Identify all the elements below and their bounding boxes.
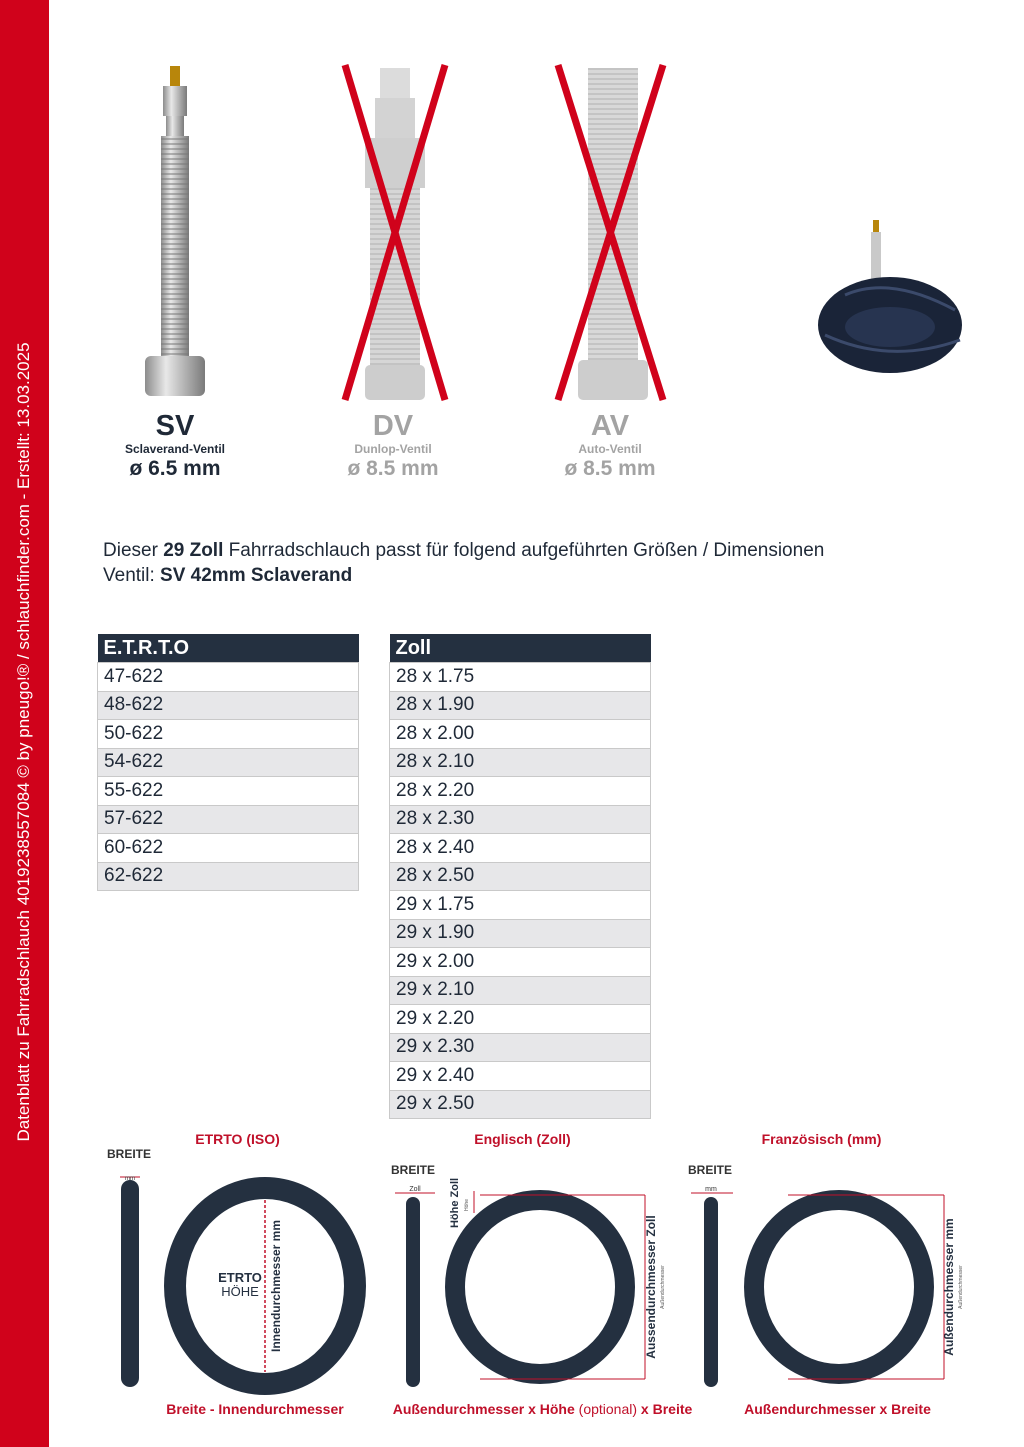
- valve-code: SV: [155, 410, 195, 442]
- table-row: [390, 720, 651, 749]
- valve-name: Sclaverand-Ventil: [124, 442, 226, 456]
- table-row: [390, 976, 651, 1005]
- etrto-center-bold: ETRTO: [218, 1270, 262, 1285]
- table-row: [390, 805, 651, 834]
- table-row: [390, 891, 651, 920]
- french-diameter-label: Außendurchmesser mm: [942, 1218, 956, 1356]
- etrto-diagram: [95, 1160, 385, 1395]
- english-diagram-title: Englisch (Zoll): [474, 1131, 571, 1147]
- valve-sv-label: [85, 410, 265, 482]
- table-row: [390, 691, 651, 720]
- table-row: [390, 748, 651, 777]
- etrto-diagram-caption: Breite - Innendurchmesser: [166, 1401, 344, 1417]
- table-row: [98, 663, 359, 692]
- french-width-unit: mm: [705, 1186, 717, 1193]
- english-diagram-caption: Außendurchmesser x Höhe (optional) x Breite: [392, 1401, 693, 1417]
- zoll-cell: 28 x 1.90: [390, 691, 651, 720]
- french-diagram: [688, 1165, 978, 1395]
- table-row: [390, 834, 651, 863]
- valve-diameter: ø 6.5 mm: [129, 457, 221, 480]
- av-valve-image: [553, 60, 673, 405]
- zoll-cell: 29 x 2.20: [390, 1005, 651, 1034]
- etrto-table-header: E.T.R.T.O: [98, 634, 359, 663]
- table-row: [390, 948, 651, 977]
- zoll-cell: 29 x 2.00: [390, 948, 651, 977]
- etrto-cell: 54-622: [98, 748, 359, 777]
- valve-code: AV: [590, 410, 630, 442]
- table-row: [98, 805, 359, 834]
- etrto-cell: 50-622: [98, 720, 359, 749]
- french-diagram-title: Französisch (mm): [761, 1131, 882, 1147]
- table-row: [98, 777, 359, 806]
- etrto-cell: 47-622: [98, 663, 359, 692]
- table-row: [390, 777, 651, 806]
- table-row: [98, 720, 359, 749]
- etrto-cell: 57-622: [98, 805, 359, 834]
- intro-line-2: Ventil: SV 42mm Sclaverand: [103, 565, 353, 586]
- valve-dv-label: [303, 410, 483, 482]
- french-diagram-caption: Außendurchmesser x Breite: [744, 1401, 931, 1417]
- etrto-diagram-title: ETRTO (ISO): [195, 1131, 280, 1147]
- zoll-cell: 28 x 2.50: [390, 862, 651, 891]
- valve-name: Auto-Ventil: [578, 442, 642, 456]
- table-row: [390, 1062, 651, 1091]
- etrto-cell: 48-622: [98, 691, 359, 720]
- french-width-label: BREITE: [688, 1163, 733, 1177]
- table-row: [98, 748, 359, 777]
- etrto-center-normal: HÖHE: [221, 1284, 259, 1299]
- sidebar: [0, 0, 49, 1447]
- english-diameter-label: Aussendurchmesser Zoll: [644, 1215, 658, 1359]
- zoll-cell: 29 x 2.40: [390, 1062, 651, 1091]
- zoll-cell: 28 x 2.10: [390, 748, 651, 777]
- zoll-cell: 28 x 2.00: [390, 720, 651, 749]
- zoll-cell: 28 x 2.40: [390, 834, 651, 863]
- english-height-label: Höhe Zoll: [449, 1177, 461, 1229]
- english-width-label: BREITE: [391, 1163, 436, 1177]
- table-row: [390, 663, 651, 692]
- table-row: [390, 919, 651, 948]
- valve-diameter: ø 8.5 mm: [347, 457, 439, 480]
- zoll-table: [389, 634, 651, 1119]
- zoll-cell: 29 x 2.10: [390, 976, 651, 1005]
- zoll-cell: 28 x 2.20: [390, 777, 651, 806]
- zoll-cell: 28 x 2.30: [390, 805, 651, 834]
- valve-av-label: [520, 410, 700, 482]
- dv-valve-image: [335, 60, 455, 405]
- etrto-diameter-label: Innendurchmesser mm: [269, 1219, 283, 1353]
- valve-name: Dunlop-Ventil: [354, 442, 432, 456]
- zoll-cell: 29 x 2.30: [390, 1033, 651, 1062]
- table-row: [390, 1005, 651, 1034]
- english-diameter-small: Außendurchmesser: [660, 1265, 666, 1309]
- english-height-small: Höhe: [464, 1199, 470, 1211]
- valve-diameter: ø 8.5 mm: [564, 457, 656, 480]
- french-diameter-small: Außendurchmesser: [958, 1265, 964, 1309]
- etrto-cell: 62-622: [98, 862, 359, 891]
- etrto-width-unit: mm: [125, 1176, 135, 1182]
- table-row: [98, 862, 359, 891]
- table-row: [390, 1090, 651, 1119]
- table-row: [390, 862, 651, 891]
- intro-line-1: Dieser 29 Zoll Fahrradschlauch passt für folgend aufgeführten Größen / Dimensionen: [103, 540, 825, 561]
- sv-valve-image: [130, 60, 220, 405]
- table-row: [390, 1033, 651, 1062]
- sidebar-text: Datenblatt zu Fahrradschlauch 4019238557084 © by pneugo!® / schlauchfinder.com - Erstellt: 13.03.2025: [14, 342, 33, 1142]
- english-width-unit: Zoll: [409, 1186, 421, 1193]
- table-row: [98, 691, 359, 720]
- zoll-cell: 28 x 1.75: [390, 663, 651, 692]
- zoll-cell: 29 x 1.75: [390, 891, 651, 920]
- english-diagram: [390, 1165, 680, 1395]
- etrto-cell: 60-622: [98, 834, 359, 863]
- zoll-cell: 29 x 1.90: [390, 919, 651, 948]
- valve-code: DV: [372, 410, 414, 442]
- zoll-cell: 29 x 2.50: [390, 1090, 651, 1119]
- etrto-width-label: BREITE: [107, 1147, 152, 1161]
- etrto-cell: 55-622: [98, 777, 359, 806]
- intro-text: [103, 538, 824, 588]
- tube-product-image: [805, 215, 980, 385]
- etrto-table: [97, 634, 359, 891]
- table-row: [98, 834, 359, 863]
- zoll-table-header: Zoll: [390, 634, 651, 663]
